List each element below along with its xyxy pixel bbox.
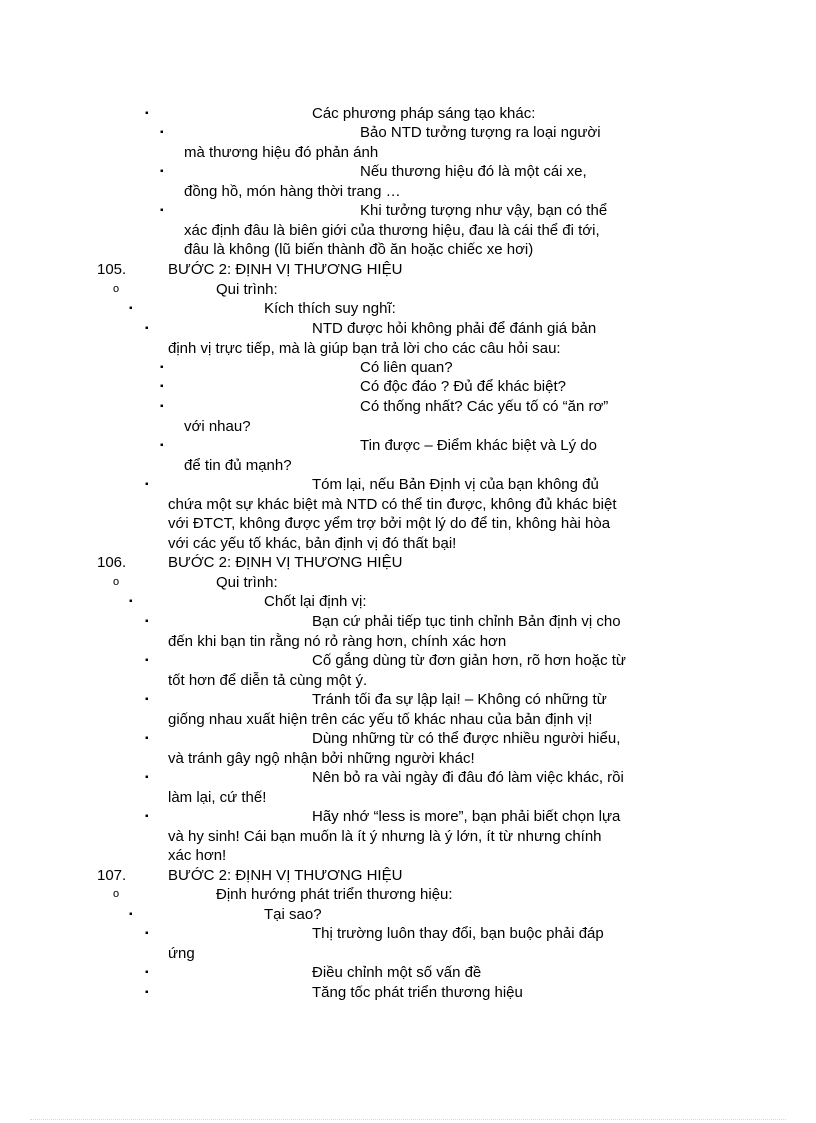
list-item-text: Tránh tối đa sự lập lại! – Không có những từ xyxy=(312,691,607,708)
square-bullet-icon: ▪ xyxy=(160,401,164,412)
list-item-text: Có liên quan? xyxy=(360,359,453,376)
circle-bullet-icon: o xyxy=(113,283,120,295)
list-item-text: Tại sao? xyxy=(264,906,322,923)
list-item-text: Tin được – Điểm khác biệt và Lý do xyxy=(360,437,597,454)
list-item-text: NTD được hỏi không phải để đánh giá bản xyxy=(312,320,597,337)
list-item-text: giống nhau xuất hiện trên các yếu tố khác nhau của bản định vị! xyxy=(168,710,593,728)
list-item-text: đồng hồ, món hàng thời trang … xyxy=(184,182,401,200)
list-item-text: Dùng những từ có thể được nhiều người hiểu, xyxy=(312,730,621,747)
list-item-text: Nên bỏ ra vài ngày đi đâu đó làm việc khác, rồi xyxy=(312,769,624,786)
list-item-text: Hãy nhớ “less is more”, bạn phải biết chọn lựa xyxy=(312,808,621,825)
square-bullet-icon: ▪ xyxy=(129,303,133,314)
list-item-text: Bạn cứ phải tiếp tục tinh chỉnh Bản định vị cho xyxy=(312,613,621,630)
list-item-text: Định hướng phát triển thương hiệu: xyxy=(216,886,453,903)
page-bottom-divider xyxy=(30,1119,786,1120)
section-heading: BƯỚC 2: ĐỊNH VỊ THƯƠNG HIỆU xyxy=(168,261,403,278)
circle-bullet-icon: o xyxy=(113,576,120,588)
list-item-text: Qui trình: xyxy=(216,574,278,591)
list-item-text: định vị trực tiếp, mà là giúp bạn trả lời cho các câu hỏi sau: xyxy=(168,339,561,357)
list-item-text: Kích thích suy nghĩ: xyxy=(264,300,396,317)
list-item-text: đâu là không (lũ biến thành đồ ăn hoặc chiếc xe hơi) xyxy=(184,241,534,258)
section-heading: BƯỚC 2: ĐỊNH VỊ THƯƠNG HIỆU xyxy=(168,867,403,884)
list-item-text: và tránh gây ngộ nhận bởi những người khác! xyxy=(168,749,475,767)
section-heading: BƯỚC 2: ĐỊNH VỊ THƯƠNG HIỆU xyxy=(168,554,403,571)
square-bullet-icon: ▪ xyxy=(145,928,149,939)
square-bullet-icon: ▪ xyxy=(160,127,164,138)
circle-bullet-icon: o xyxy=(113,888,120,900)
square-bullet-icon: ▪ xyxy=(145,987,149,998)
list-item-text: đến khi bạn tin rằng nó rỏ ràng hơn, chính xác hơn xyxy=(168,632,507,650)
list-item-text: Có độc đáo ? Đủ để khác biệt? xyxy=(360,378,566,395)
square-bullet-icon: ▪ xyxy=(145,733,149,744)
list-item-text: Các phương pháp sáng tạo khác: xyxy=(312,105,536,122)
square-bullet-icon: ▪ xyxy=(145,967,149,978)
square-bullet-icon: ▪ xyxy=(145,694,149,705)
list-item-text: để tin đủ mạnh? xyxy=(184,456,292,474)
list-item-text: và hy sinh! Cái bạn muốn là ít ý nhưng là ý lớn, ít từ nhưng chính xyxy=(168,827,602,845)
list-item-text: Tăng tốc phát triển thương hiệu xyxy=(312,984,523,1001)
list-item-text: với ĐTCT, không được yểm trợ bởi một lý do để tin, không hài hòa xyxy=(168,515,611,532)
list-item-text: Nếu thương hiệu đó là một cái xe, xyxy=(360,163,587,180)
square-bullet-icon: ▪ xyxy=(160,440,164,451)
square-bullet-icon: ▪ xyxy=(129,909,133,920)
list-item-text: ứng xyxy=(168,944,195,962)
square-bullet-icon: ▪ xyxy=(145,616,149,627)
square-bullet-icon: ▪ xyxy=(160,362,164,373)
square-bullet-icon: ▪ xyxy=(160,381,164,392)
list-item-text: mà thương hiệu đó phản ánh xyxy=(184,143,379,161)
list-item-text: Điều chỉnh một số vấn đề xyxy=(312,964,482,981)
list-number: 106. xyxy=(97,554,127,571)
list-item-text: Thị trường luôn thay đổi, bạn buộc phải đáp xyxy=(312,925,604,942)
list-item-text: xác hơn! xyxy=(168,847,227,864)
list-item-text: Qui trình: xyxy=(216,281,278,298)
list-item-text: với các yếu tố khác, bản định vị đó thất bại! xyxy=(168,534,457,552)
list-item-text: xác định đâu là biên giới của thương hiệu, đau là cái thể đi tới, xyxy=(184,221,600,239)
list-number: 107. xyxy=(97,867,127,884)
list-item-text: Chốt lại định vị: xyxy=(264,593,367,610)
list-item-text: chứa một sự khác biệt mà NTD có thể tin được, không đủ khác biệt xyxy=(168,495,617,513)
square-bullet-icon: ▪ xyxy=(145,108,149,119)
square-bullet-icon: ▪ xyxy=(160,166,164,177)
list-item-text: với nhau? xyxy=(184,417,251,435)
square-bullet-icon: ▪ xyxy=(145,323,149,334)
list-item-text: tốt hơn để diễn tả cùng một ý. xyxy=(168,671,368,689)
square-bullet-icon: ▪ xyxy=(145,479,149,490)
list-item-text: làm lại, cứ thế! xyxy=(168,788,267,806)
list-item-text: Có thống nhất? Các yếu tố có “ăn rơ” xyxy=(360,398,609,415)
square-bullet-icon: ▪ xyxy=(145,655,149,666)
square-bullet-icon: ▪ xyxy=(145,811,149,822)
square-bullet-icon: ▪ xyxy=(160,205,164,216)
square-bullet-icon: ▪ xyxy=(129,596,133,607)
square-bullet-icon: ▪ xyxy=(145,772,149,783)
list-number: 105. xyxy=(97,261,127,278)
list-item-text: Bảo NTD tưởng tượng ra loại người xyxy=(360,124,601,141)
list-item-text: Khi tưởng tượng như vậy, bạn có thể xyxy=(360,202,608,219)
list-item-text: Cố gắng dùng từ đơn giản hơn, rõ hơn hoặc từ xyxy=(312,652,626,669)
list-item-text: Tóm lại, nếu Bản Định vị của bạn không đủ xyxy=(312,476,599,493)
